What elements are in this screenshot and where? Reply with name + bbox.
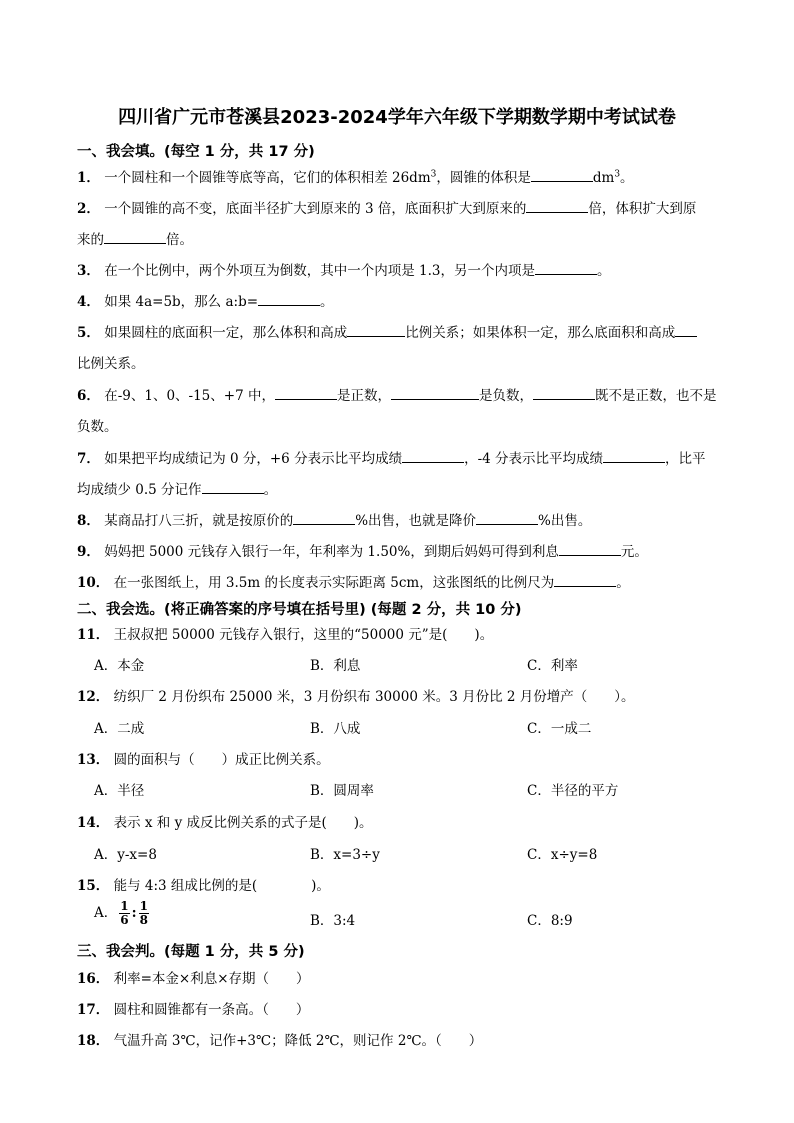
section-1-heading: 一、我会填。(每空 1 分，共 17 分) bbox=[77, 144, 315, 160]
question-5: 5． 如果圆柱的底面积一定，那么体积和高成 比例关系；如果体积一定，那么底面积和高成 bbox=[77, 321, 747, 341]
option-a[interactable]: A．本金 bbox=[94, 658, 145, 674]
fraction: $\frac{1}{6}$ bbox=[120, 899, 129, 927]
page-title: 四川省广元市苍溪县2023-2024学年六年级下学期数学期中考试试卷 bbox=[118, 107, 676, 128]
question-7-cont: 均成绩少 0.5 分记作 。 bbox=[77, 478, 747, 498]
question-4: 4． 如果 4a=5b，那么 a:b= 。 bbox=[77, 290, 747, 310]
answer-blank[interactable] bbox=[531, 167, 593, 182]
option-b[interactable]: B．x=3÷y bbox=[310, 847, 380, 863]
option-b[interactable]: B．圆周率 bbox=[310, 783, 374, 799]
answer-blank[interactable] bbox=[535, 260, 597, 275]
question-11: 11． 王叔叔把 50000 元钱存入银行，这里的“50000 元”是( )。 bbox=[77, 627, 494, 643]
answer-blank[interactable] bbox=[402, 448, 464, 463]
question-6-cont: 负数。 bbox=[77, 419, 118, 435]
question-16: 16． 利率=本金×利息×存期（ ） bbox=[77, 971, 310, 987]
answer-blank[interactable] bbox=[258, 291, 320, 306]
answer-blank[interactable] bbox=[347, 322, 405, 337]
section-3-heading: 三、我会判。(每题 1 分，共 5 分) bbox=[77, 944, 305, 960]
option-c[interactable]: C．x÷y=8 bbox=[527, 847, 598, 863]
question-10: 10． 在一张图纸上，用 3.5m 的长度表示实际距离 5cm，这张图纸的比例尺为 。 bbox=[77, 571, 747, 591]
fraction: $\frac{1}{8}$ bbox=[139, 899, 148, 927]
option-a[interactable]: A．半径 bbox=[94, 783, 145, 799]
question-1: 1． 一个圆柱和一个圆锥等底等高，它们的体积相差 $26dm^3$，圆锥的体积是 $dm^3$。 bbox=[77, 166, 747, 186]
answer-blank[interactable] bbox=[104, 229, 166, 244]
option-a[interactable]: A．二成 bbox=[94, 721, 145, 737]
question-8: 8． 某商品打八三折，就是按原价的 %出售，也就是降价 %出售。 bbox=[77, 509, 747, 529]
question-14: 14． 表示 x 和 y 成反比例关系的式子是( )。 bbox=[77, 815, 373, 831]
question-3: 3． 在一个比例中，两个外项互为倒数，其中一个内项是 1.3，另一个内项是 。 bbox=[77, 259, 747, 279]
answer-blank[interactable] bbox=[526, 198, 588, 213]
option-c[interactable]: C．半径的平方 bbox=[527, 783, 619, 799]
answer-blank[interactable] bbox=[476, 510, 538, 525]
question-2: 2． 一个圆锥的高不变，底面半径扩大到原来的 3 倍，底面积扩大到原来的 倍，体积扩大到原 bbox=[77, 197, 747, 217]
question-9: 9． 妈妈把 5000 元钱存入银行一年，年利率为 1.50%，到期后妈妈可得到利息 元。 bbox=[77, 540, 747, 560]
option-c[interactable]: C．一成二 bbox=[527, 721, 592, 737]
option-b[interactable]: B．3:4 bbox=[310, 913, 356, 929]
answer-blank[interactable] bbox=[391, 385, 479, 400]
option-a[interactable]: A．y-x=8 bbox=[94, 847, 157, 863]
answer-blank[interactable] bbox=[202, 479, 264, 494]
question-17: 17． 圆柱和圆锥都有一条高。（ ） bbox=[77, 1002, 310, 1018]
question-7: 7． 如果把平均成绩记为 0 分，+6 分表示比平均成绩 ，-4 分表示比平均成绩 ，比平 bbox=[77, 447, 747, 467]
question-6: 6． 在-9、1、0、-15、+7 中， 是正数， 是负数， 既不是正数，也不是 bbox=[77, 384, 747, 404]
answer-blank[interactable] bbox=[275, 385, 337, 400]
option-c[interactable]: C．8:9 bbox=[527, 913, 573, 929]
section-2-heading: 二、我会选。(将正确答案的序号填在括号里) (每题 2 分，共 10 分) bbox=[77, 602, 522, 618]
answer-blank[interactable] bbox=[293, 510, 355, 525]
option-c[interactable]: C．利率 bbox=[527, 658, 578, 674]
question-15: 15． 能与 4:3 组成比例的是( )。 bbox=[77, 878, 330, 894]
answer-blank[interactable] bbox=[603, 448, 665, 463]
question-5-cont: 比例关系。 bbox=[77, 356, 145, 372]
answer-blank[interactable] bbox=[675, 322, 697, 337]
answer-blank[interactable] bbox=[533, 385, 595, 400]
option-b[interactable]: B．利息 bbox=[310, 658, 361, 674]
option-a[interactable]: A． $\frac{1}{6}$ : $\frac{1}{8}$ bbox=[94, 899, 148, 927]
answer-blank[interactable] bbox=[554, 572, 616, 587]
question-12: 12． 纺织厂 2 月份织布 25000 米，3 月份织布 30000 米。3 月份比 2 月份增产（ ）。 bbox=[77, 689, 635, 705]
answer-blank[interactable] bbox=[559, 541, 621, 556]
question-18: 18． 气温升高 3℃，记作+3℃；降低 2℃，则记作 2℃。（ ） bbox=[77, 1033, 483, 1049]
option-b[interactable]: B．八成 bbox=[310, 721, 361, 737]
question-13: 13． 圆的面积与（ ）成正比例关系。 bbox=[77, 752, 330, 768]
question-2-cont: 来的 倍。 bbox=[77, 228, 747, 248]
